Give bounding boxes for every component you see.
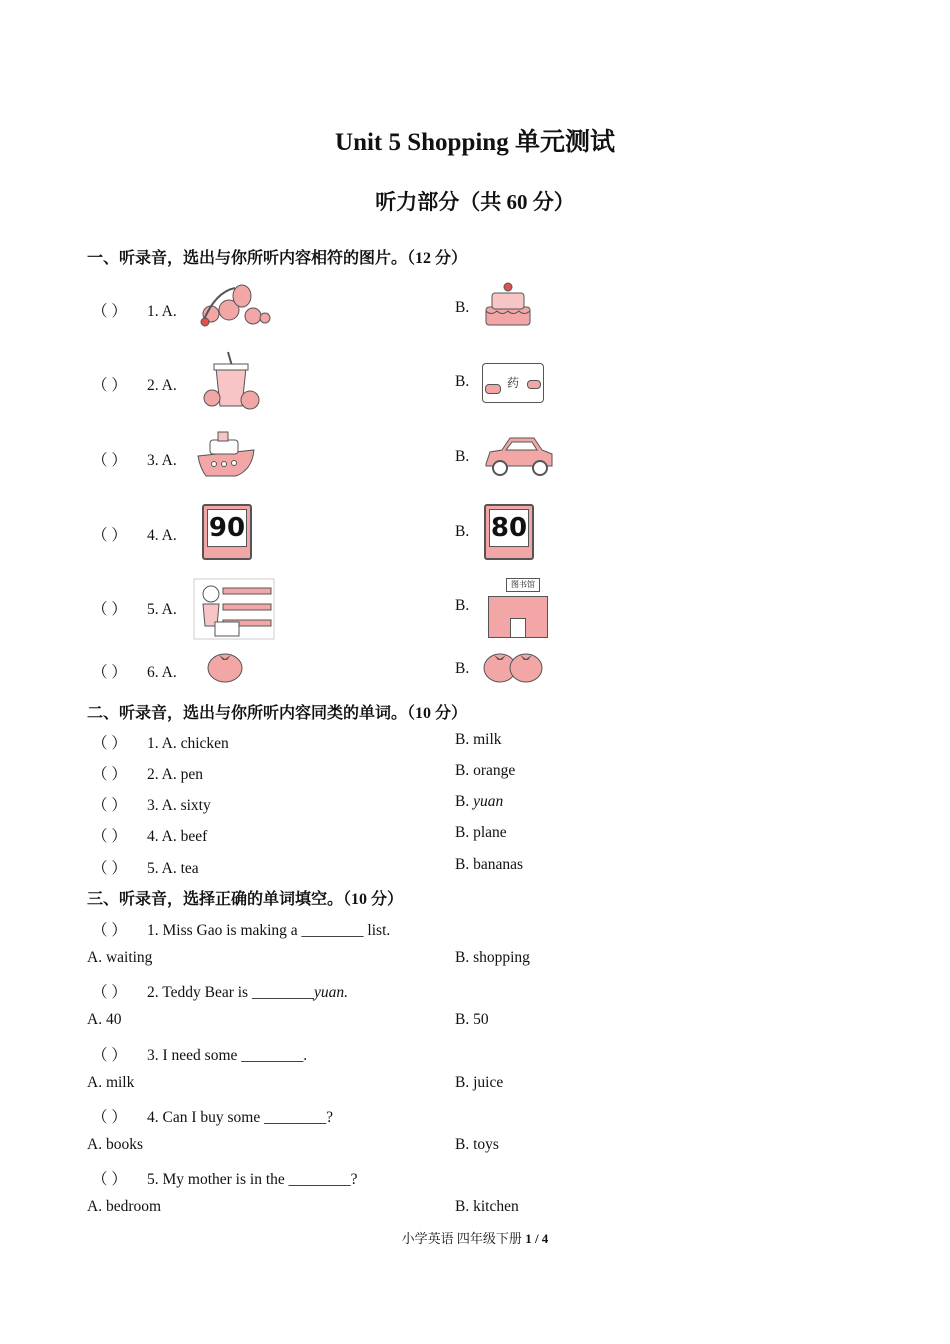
number-card-icon: 90 (202, 504, 252, 560)
p3-q5: （ ） 5. My mother is in the ________? (92, 1171, 358, 1188)
p3-q1-a: A. waiting (87, 949, 153, 966)
page-footer: 小学英语 四年级下册 1 / 4 (401, 1231, 549, 1246)
tomato-icon (205, 648, 245, 684)
p1-q1: （ ） 1. A. (92, 303, 177, 320)
page-title: Unit 5 Shopping 单元测试 (335, 129, 615, 156)
page-number: 1 / 4 (525, 1231, 549, 1246)
part2-heading: 二、听录音，选出与你所听内容同类的单词。（10 分） (87, 705, 468, 722)
p2-q1-b: B. milk (455, 731, 502, 748)
p1-q2: （ ） 2. A. (92, 377, 177, 394)
p3-q3-a: A. milk (87, 1074, 135, 1091)
p2-q2-a: （ ） 2. A. pen (92, 766, 203, 783)
p1-q2-b-label: B. (455, 373, 470, 390)
tomatoes-icon (482, 648, 544, 684)
fruit-icon (195, 282, 273, 328)
p3-q1: （ ） 1. Miss Gao is making a ________ list. (92, 922, 391, 939)
cake-icon (482, 279, 534, 329)
part3-heading: 三、听录音，选择正确的单词填空。（10 分） (87, 891, 404, 908)
medicine-box-icon: 药 (482, 363, 544, 403)
p3-q2-a: A. 40 (87, 1011, 122, 1028)
p1-q1-b-label: B. (455, 299, 470, 316)
p2-q4-b: B. plane (455, 824, 507, 841)
p1-q3-b-label: B. (455, 448, 470, 465)
p2-q1-a: （ ） 1. A. chicken (92, 735, 229, 752)
p2-q5-a: （ ） 5. A. tea (92, 860, 199, 877)
p2-q3-a: （ ） 3. A. sixty (92, 797, 211, 814)
juice-icon (202, 350, 264, 412)
p3-q5-a: A. bedroom (87, 1198, 162, 1215)
p3-q3-b: B. juice (455, 1074, 504, 1091)
section-subtitle: 听力部分（共 60 分） (375, 190, 575, 214)
p1-q3: （ ） 3. A. (92, 452, 177, 469)
ship-icon (196, 430, 256, 478)
p3-q2: （ ） 2. Teddy Bear is ________yuan. (92, 984, 348, 1001)
p1-q5: （ ） 5. A. (92, 601, 177, 618)
p1-q6-b-label: B. (455, 660, 470, 677)
p2-q2-b: B. orange (455, 762, 516, 779)
p3-q4-a: A. books (87, 1136, 143, 1153)
p3-q4-b: B. toys (455, 1136, 499, 1153)
library-icon: 图书馆 (482, 578, 550, 638)
p2-q4-a: （ ） 4. A. beef (92, 828, 208, 845)
supermarket-icon (193, 578, 275, 640)
p3-q2-b: B. 50 (455, 1011, 489, 1028)
p3-q4: （ ） 4. Can I buy some ________? (92, 1109, 333, 1126)
p3-q1-b: B. shopping (455, 949, 530, 966)
number-card-icon: 80 (484, 504, 534, 560)
p3-q5-b: B. kitchen (455, 1198, 519, 1215)
p1-q4: （ ） 4. A. (92, 527, 177, 544)
part1-heading: 一、听录音，选出与你所听内容相符的图片。（12 分） (87, 250, 468, 267)
p3-q3: （ ） 3. I need some ________. (92, 1047, 308, 1064)
p2-q5-b: B. bananas (455, 856, 524, 873)
p1-q5-b-label: B. (455, 597, 470, 614)
p1-q6: （ ） 6. A. (92, 664, 177, 681)
p1-q4-b-label: B. (455, 523, 470, 540)
p2-q3-b: B. yuan (455, 793, 504, 810)
car-icon (482, 434, 556, 478)
